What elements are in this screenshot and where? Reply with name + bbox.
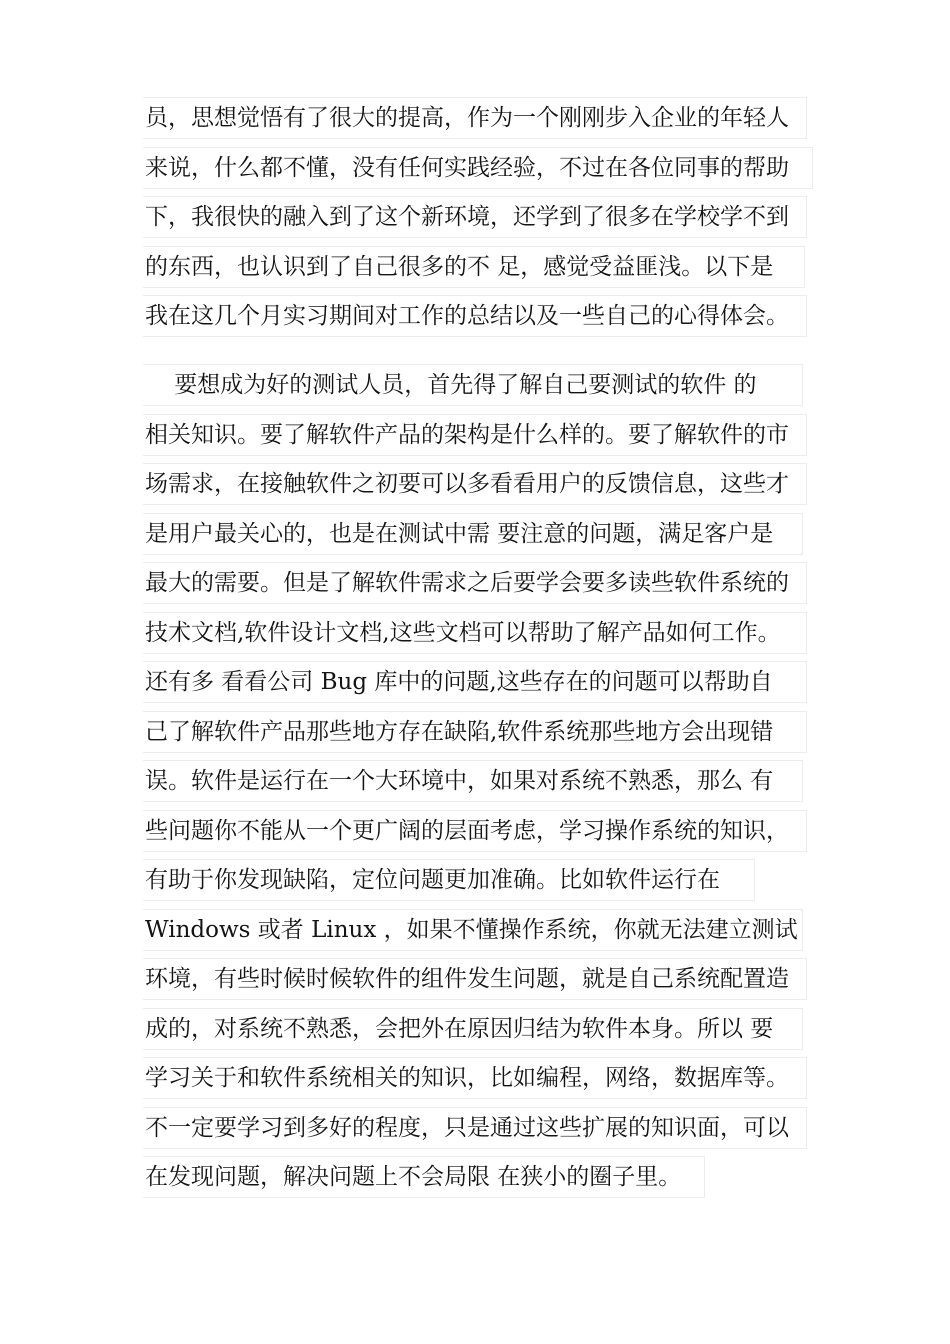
line-text: 相关知识。要了解软件产品的架构是什么样的。要了解软件的市 [145, 421, 789, 448]
line-text: 环境，有些时候时候软件的组件发生问题，就是自己系统配置造 [145, 966, 789, 992]
line-text: 员，思想觉悟有了很大的提高，作为一个刚刚步入企业的年轻人 [145, 105, 789, 131]
line-text: 我在这几个月实习期间对工作的总结以及一些自己的心得体会。 [145, 303, 789, 329]
text-line [143, 295, 789, 345]
line-text: 己了解软件产品那些地方存在缺陷,软件系统那些地方会出现错 [145, 718, 774, 745]
text-line [143, 810, 798, 860]
paragraph-2 [143, 364, 798, 1206]
text-line [143, 414, 798, 464]
line-text: 技术文档,软件设计文档,这些文档可以帮助了解产品如何工作。 [145, 619, 781, 646]
text-line [143, 147, 789, 197]
line-text: 在发现问题，解决问题上不会局限 在狭小的圈子里。 [145, 1164, 682, 1190]
text-line [143, 661, 798, 711]
text-line [143, 246, 789, 296]
line-text: 是用户最关心的，也是在测试中需 要注意的问题，满足客户是 [145, 520, 774, 547]
text-line [143, 760, 798, 810]
text-line [143, 1008, 798, 1058]
text-line [143, 463, 798, 513]
line-text: 场需求，在接触软件之初要可以多看看用户的反馈信息，这些才 [145, 471, 789, 497]
line-text: 有助于你发现缺陷，定位问题更加准确。比如软件运行在 [145, 867, 720, 893]
text-line [143, 513, 798, 563]
line-text: Windows 或者 Linux ，如果不懂操作系统，你就无法建立测试 [145, 916, 798, 943]
text-line [143, 859, 798, 909]
text-line [143, 196, 789, 246]
line-text: 些问题你不能从一个更广阔的层面考虑，学习操作系统的知识， [145, 817, 789, 844]
text-line [143, 1156, 798, 1206]
text-line [143, 1057, 798, 1107]
text-line [143, 1107, 798, 1157]
line-text: 最大的需要。但是了解软件需求之后要学会要多读些软件系统的 [145, 570, 789, 596]
line-text: 不一定要学习到多好的程度，只是通过这些扩展的知识面，可以 [145, 1114, 789, 1141]
line-text: 学习关于和软件系统相关的知识，比如编程，网络，数据库等。 [145, 1065, 789, 1091]
line-text: 误。软件是运行在一个大环境中，如果对系统不熟悉，那么 有 [145, 768, 774, 794]
line-text: 来说，什么都不懂，没有任何实践经验，不过在各位同事的帮助 [145, 154, 789, 181]
line-text: 下，我很快的融入到了这个新环境，还学到了很多在学校学不到 [145, 204, 789, 230]
text-line [143, 364, 798, 414]
text-line [143, 612, 798, 662]
line-text: 要想成为好的测试人员，首先得了解自己要测试的软件 的 [145, 372, 757, 398]
line-text: 的东西，也认识到了自己很多的不 足，感觉受益匪浅。以下是 [145, 253, 774, 280]
text-line [143, 97, 789, 147]
line-text: 还有多 看看公司 Bug 库中的问题,这些存在的问题可以帮助自 [145, 669, 773, 695]
line-text: 成的，对系统不熟悉，会把外在原因归结为软件本身。所以 要 [145, 1015, 774, 1042]
text-line [143, 711, 798, 761]
text-line [143, 909, 798, 959]
paragraph-1 [143, 97, 789, 345]
text-line [143, 562, 798, 612]
text-line [143, 958, 798, 1008]
